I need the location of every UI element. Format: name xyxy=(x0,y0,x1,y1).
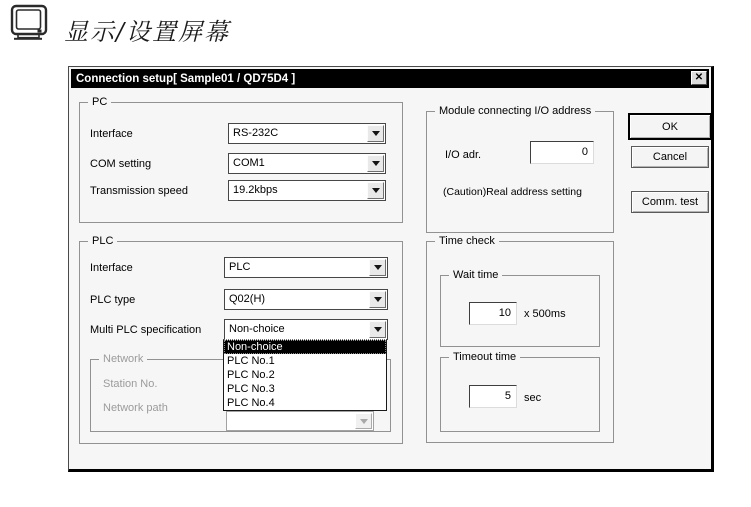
dropdown-option[interactable]: PLC No.1 xyxy=(227,355,275,367)
chevron-down-icon xyxy=(355,413,372,429)
plc-interface-combobox[interactable] xyxy=(224,257,388,278)
wait-time-group-label: Wait time xyxy=(449,269,502,282)
chevron-down-icon[interactable] xyxy=(369,291,386,308)
connection-setup-dialog xyxy=(68,66,714,472)
time-check-group-label: Time check xyxy=(435,235,499,248)
wait-time-group xyxy=(440,269,600,347)
dialog-title: Connection setup[ Sample01 / QD75D4 ] xyxy=(76,72,296,85)
com-setting-combobox[interactable] xyxy=(228,153,386,174)
chevron-down-icon[interactable] xyxy=(367,155,384,172)
pc-interface-value: RS-232C xyxy=(233,127,279,139)
multi-plc-value: Non-choice xyxy=(229,323,285,335)
pc-interface-combobox[interactable] xyxy=(228,123,386,144)
io-adr-input[interactable]: 0 xyxy=(530,141,594,164)
dropdown-option[interactable]: PLC No.3 xyxy=(227,383,275,395)
plc-group-label: PLC xyxy=(88,235,117,248)
ok-button[interactable]: OK xyxy=(628,113,712,140)
com-setting-label: COM setting xyxy=(90,158,152,170)
timeout-time-group xyxy=(440,351,600,432)
wait-time-unit: x 500ms xyxy=(524,308,566,320)
io-adr-label: I/O adr. xyxy=(445,149,482,161)
multi-plc-dropdown-list xyxy=(223,339,387,411)
cancel-button[interactable]: Cancel xyxy=(631,146,709,168)
network-path-combobox xyxy=(226,411,374,431)
plc-interface-label: Interface xyxy=(90,262,133,274)
monitor-icon xyxy=(10,4,50,49)
close-icon: ✕ xyxy=(694,72,704,83)
dialog-titlebar[interactable] xyxy=(71,69,709,88)
timeout-time-unit: sec xyxy=(524,392,542,404)
page-header xyxy=(10,4,230,49)
pc-group-label: PC xyxy=(88,96,111,109)
chevron-down-icon[interactable] xyxy=(367,182,384,199)
wait-time-input[interactable]: 10 xyxy=(469,302,517,325)
multi-plc-combobox[interactable] xyxy=(224,319,388,340)
dropdown-option[interactable]: Non-choice xyxy=(224,340,386,354)
dropdown-option[interactable]: PLC No.2 xyxy=(227,369,275,381)
plc-interface-value: PLC xyxy=(229,261,251,273)
comm-test-button[interactable]: Comm. test xyxy=(631,191,709,213)
dropdown-option[interactable]: PLC No.4 xyxy=(227,397,275,409)
station-no-label: Station No. xyxy=(103,378,158,390)
chevron-down-icon[interactable] xyxy=(369,321,386,338)
caution-text: (Caution)Real address setting xyxy=(443,186,582,198)
pc-group xyxy=(79,96,403,223)
chevron-down-icon[interactable] xyxy=(367,125,384,142)
transmission-speed-label: Transmission speed xyxy=(90,185,189,197)
timeout-time-input[interactable]: 5 xyxy=(469,385,517,408)
plc-type-value: Q02(H) xyxy=(229,293,266,305)
com-setting-value: COM1 xyxy=(233,157,265,169)
module-io-group-label: Module connecting I/O address xyxy=(435,105,595,118)
timeout-time-group-label: Timeout time xyxy=(449,351,520,364)
transmission-speed-combobox[interactable] xyxy=(228,180,386,201)
network-path-label: Network path xyxy=(103,402,168,414)
multi-plc-label: Multi PLC specification xyxy=(90,324,202,336)
chevron-down-icon[interactable] xyxy=(369,259,386,276)
plc-type-combobox[interactable] xyxy=(224,289,388,310)
pc-interface-label: Interface xyxy=(90,128,133,140)
time-check-group xyxy=(426,235,614,443)
module-io-group xyxy=(426,105,614,233)
network-group-label: Network xyxy=(99,353,147,366)
page-title: 显示/设置屏幕 xyxy=(64,18,231,46)
transmission-speed-value: 19.2kbps xyxy=(233,184,278,196)
plc-type-label: PLC type xyxy=(90,294,136,306)
close-button[interactable] xyxy=(691,71,707,85)
